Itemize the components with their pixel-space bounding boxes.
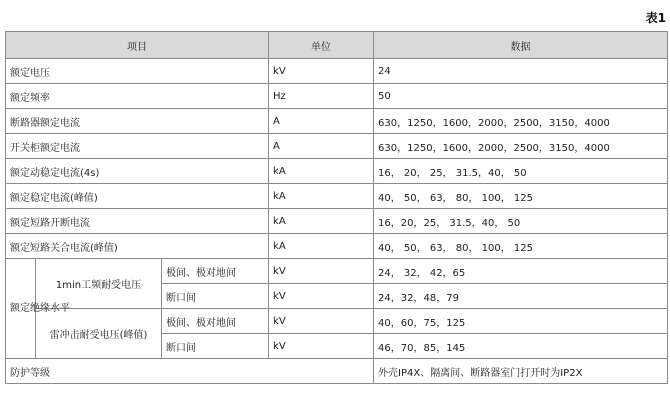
table-row [6,134,668,159]
header-row [6,32,668,59]
row-unit: A [269,134,374,159]
table-row [6,359,668,384]
header-value: 数据 [374,32,668,59]
row-item: 断路器额定电流 [6,109,269,134]
table-row [6,234,668,259]
table-row [6,309,668,334]
protection-label: 防护等级 [6,359,374,384]
table-label: 表1 [645,11,666,25]
table-row [6,109,668,134]
row-value: 630，1250，1600，2000，2500，3150，4000 [374,134,668,159]
table-row [6,59,668,84]
row-value: 46，70，85，145 [374,334,668,359]
row-item: 额定频率 [6,84,269,109]
row-item: 额定电压 [6,59,269,84]
row-value: 16，20，25， 31.5，40， 50 [374,209,668,234]
row-value: 40， 50， 63， 80， 100， 125 [374,184,668,209]
row-value: 24，32，48，79 [374,284,668,309]
table-row [6,159,668,184]
impulse-phase-label: 极间、极对地间 [162,309,269,334]
table-row [6,259,668,284]
row-unit: Hz [269,84,374,109]
row-value: 24， 32， 42，65 [374,259,668,284]
impulse-gap-label: 断口间 [162,334,269,359]
row-unit: kV [269,284,374,309]
row-unit: A [269,109,374,134]
row-value: 24 [374,59,668,84]
header-unit: 单位 [269,32,374,59]
row-item: 额定动稳定电流(4s) [6,159,269,184]
header-item: 项目 [6,32,269,59]
power-freq-phase-label: 极间、极对地间 [162,259,269,284]
table-row [6,84,668,109]
row-unit: kA [269,184,374,209]
row-unit: kV [269,309,374,334]
row-item: 额定短路关合电流(峰值) [6,234,269,259]
row-value: 40， 50， 63， 80， 100， 125 [374,234,668,259]
row-unit: kA [269,234,374,259]
protection-value: 外壳IP4X、隔离间、断路器室门打开时为IP2X [374,359,668,384]
row-unit: kV [269,59,374,84]
row-item: 额定稳定电流(峰值) [6,184,269,209]
row-unit: kA [269,209,374,234]
row-value: 40，60，75，125 [374,309,668,334]
insulation-group-label: 额定绝缘水平 [6,259,36,359]
spec-table [5,31,668,384]
row-item: 开关柜额定电流 [6,134,269,159]
power-freq-gap-label: 断口间 [162,284,269,309]
row-item: 额定短路开断电流 [6,209,269,234]
impulse-label: 雷冲击耐受电压(峰值) [36,309,162,359]
table-row [6,209,668,234]
table-row [6,184,668,209]
power-freq-label: 1min工频耐受电压 [36,259,162,309]
row-unit: kV [269,259,374,284]
row-unit: kV [269,334,374,359]
row-unit: kA [269,159,374,184]
row-value: 16， 20， 25， 31.5，40， 50 [374,159,668,184]
row-value: 630，1250，1600，2000，2500，3150，4000 [374,109,668,134]
row-value: 50 [374,84,668,109]
